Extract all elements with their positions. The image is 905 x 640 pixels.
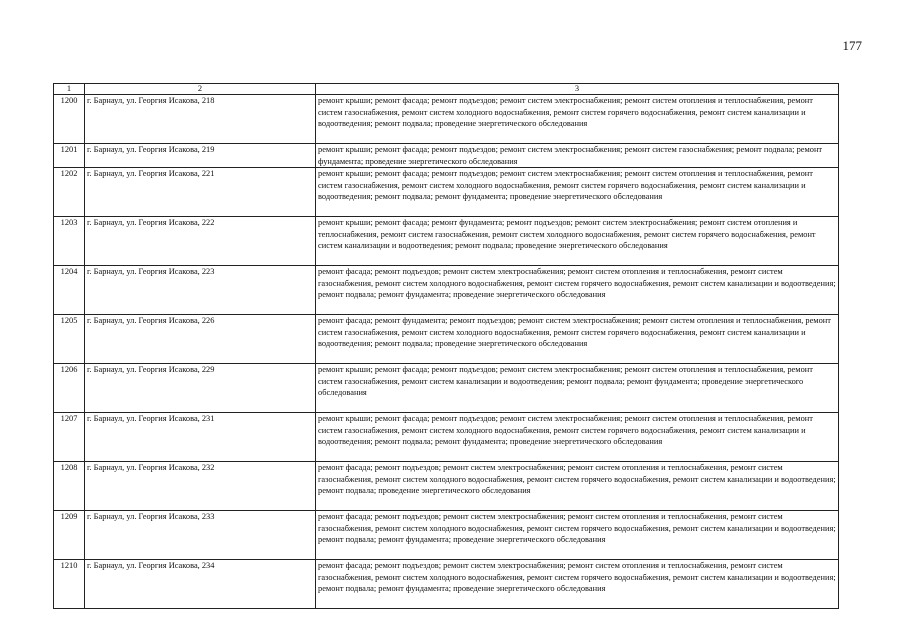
row-number: 1205 [54, 315, 85, 364]
header-col-3: 3 [316, 84, 839, 95]
header-col-2: 2 [85, 84, 316, 95]
row-address: г. Барнаул, ул. Георгия Исакова, 229 [85, 364, 316, 413]
row-works: ремонт крыши; ремонт фасада; ремонт подъездов; ремонт систем электроснабжения; ремонт систем отопления и теплоснабжения, ремонт систем газоснабжения, ремонт систем холодного водоснабжения, ремонт систем горячего водоснабжения, ремонт систем канализации и водоотведения; ремонт подвала; ремонт фундамента; проведение энергетического обследования [316, 168, 839, 217]
row-works: ремонт крыши; ремонт фасада; ремонт подъездов; ремонт систем электроснабжения; ремонт систем отопления и теплоснабжения, ремонт систем газоснабжения, ремонт систем холодного водоснабжения, ремонт систем горячего водоснабжения, ремонт систем канализации и водоотведения; ремонт подвала; ремонт фундамента; проведение энергетического обследования [316, 413, 839, 462]
row-address: г. Барнаул, ул. Георгия Исакова, 222 [85, 217, 316, 266]
row-address: г. Барнаул, ул. Георгия Исакова, 226 [85, 315, 316, 364]
row-number: 1200 [54, 95, 85, 144]
table-row [54, 462, 839, 511]
table-row [54, 511, 839, 560]
row-works: ремонт фасада; ремонт подъездов; ремонт систем электроснабжения; ремонт систем отопления и теплоснабжения, ремонт систем газоснабжения, ремонт систем холодного водоснабжения, ремонт систем горячего водоснабжения, ремонт систем канализации и водоотведения; ремонт подвала; ремонт фундамента; проведение энергетического обследования [316, 560, 839, 609]
row-address: г. Барнаул, ул. Георгия Исакова, 218 [85, 95, 316, 144]
table-row [54, 95, 839, 144]
row-number: 1207 [54, 413, 85, 462]
row-address: г. Барнаул, ул. Георгия Исакова, 231 [85, 413, 316, 462]
row-works: ремонт крыши; ремонт фасада; ремонт подъездов; ремонт систем электроснабжения; ремонт систем газоснабжения; ремонт подвала; ремонт фундамента; проведение энергетического обследования [316, 144, 839, 168]
row-number: 1202 [54, 168, 85, 217]
table-row [54, 168, 839, 217]
row-works: ремонт крыши; ремонт фасада; ремонт подъездов; ремонт систем электроснабжения; ремонт систем отопления и теплоснабжения, ремонт систем газоснабжения, ремонт систем холодного водоснабжения, ремонт систем горячего водоснабжения, ремонт систем канализации и водоотведения; ремонт подвала; проведение энергетического обследования [316, 95, 839, 144]
page-number: 177 [842, 38, 862, 53]
row-address: г. Барнаул, ул. Георгия Исакова, 233 [85, 511, 316, 560]
table-row [54, 266, 839, 315]
row-address: г. Барнаул, ул. Георгия Исакова, 223 [85, 266, 316, 315]
row-address: г. Барнаул, ул. Георгия Исакова, 221 [85, 168, 316, 217]
row-works: ремонт фасада; ремонт фундамента; ремонт подъездов; ремонт систем электроснабжения; ремонт систем отопления и теплоснабжения, ремонт систем газоснабжения, ремонт систем холодного водоснабжения, ремонт систем горячего водоснабжения, ремонт систем канализации и водоотведения; ремонт подвала; проведение энергетического обследования [316, 315, 839, 364]
row-works: ремонт фасада; ремонт подъездов; ремонт систем электроснабжения; ремонт систем отопления и теплоснабжения, ремонт систем газоснабжения, ремонт систем холодного водоснабжения, ремонт систем горячего водоснабжения, ремонт систем канализации и водоотведения; ремонт подвала; ремонт фундамента; проведение энергетического обследования [316, 511, 839, 560]
table-row [54, 413, 839, 462]
row-number: 1203 [54, 217, 85, 266]
header-col-1: 1 [54, 84, 85, 95]
row-works: ремонт крыши; ремонт фасада; ремонт подъездов; ремонт систем электроснабжения; ремонт систем отопления и теплоснабжения, ремонт систем газоснабжения, ремонт систем канализации и водоотведения; ремонт подвала; ремонт фундамента; проведение энергетического обследования [316, 364, 839, 413]
table-row [54, 560, 839, 609]
row-works: ремонт крыши; ремонт фасада; ремонт фундамента; ремонт подъездов; ремонт систем электроснабжения; ремонт систем отопления и теплоснабжения, ремонт систем газоснабжения, ремонт систем холодного водоснабжения, ремонт систем горячего водоснабжения, ремонт систем канализации и водоотведения; ремонт подвала; проведение энергетического обследования [316, 217, 839, 266]
row-number: 1206 [54, 364, 85, 413]
row-works: ремонт фасада; ремонт подъездов; ремонт систем электроснабжения; ремонт систем отопления и теплоснабжения, ремонт систем газоснабжения, ремонт систем холодного водоснабжения, ремонт систем горячего водоснабжения, ремонт систем канализации и водоотведения; ремонт подвала; проведение энергетического обследования [316, 462, 839, 511]
row-number: 1201 [54, 144, 85, 168]
table-row [54, 364, 839, 413]
table-row [54, 217, 839, 266]
row-number: 1204 [54, 266, 85, 315]
row-works: ремонт фасада; ремонт подъездов; ремонт систем электроснабжения; ремонт систем отопления и теплоснабжения, ремонт систем газоснабжения, ремонт систем холодного водоснабжения, ремонт систем горячего водоснабжения, ремонт систем канализации и водоотведения; ремонт подвала; ремонт фундамента; проведение энергетического обследования [316, 266, 839, 315]
register-table [53, 83, 839, 609]
row-number: 1208 [54, 462, 85, 511]
table-header-row [54, 84, 839, 95]
table-row [54, 144, 839, 168]
row-number: 1210 [54, 560, 85, 609]
table-row [54, 315, 839, 364]
row-address: г. Барнаул, ул. Георгия Исакова, 234 [85, 560, 316, 609]
row-number: 1209 [54, 511, 85, 560]
row-address: г. Барнаул, ул. Георгия Исакова, 232 [85, 462, 316, 511]
row-address: г. Барнаул, ул. Георгия Исакова, 219 [85, 144, 316, 168]
